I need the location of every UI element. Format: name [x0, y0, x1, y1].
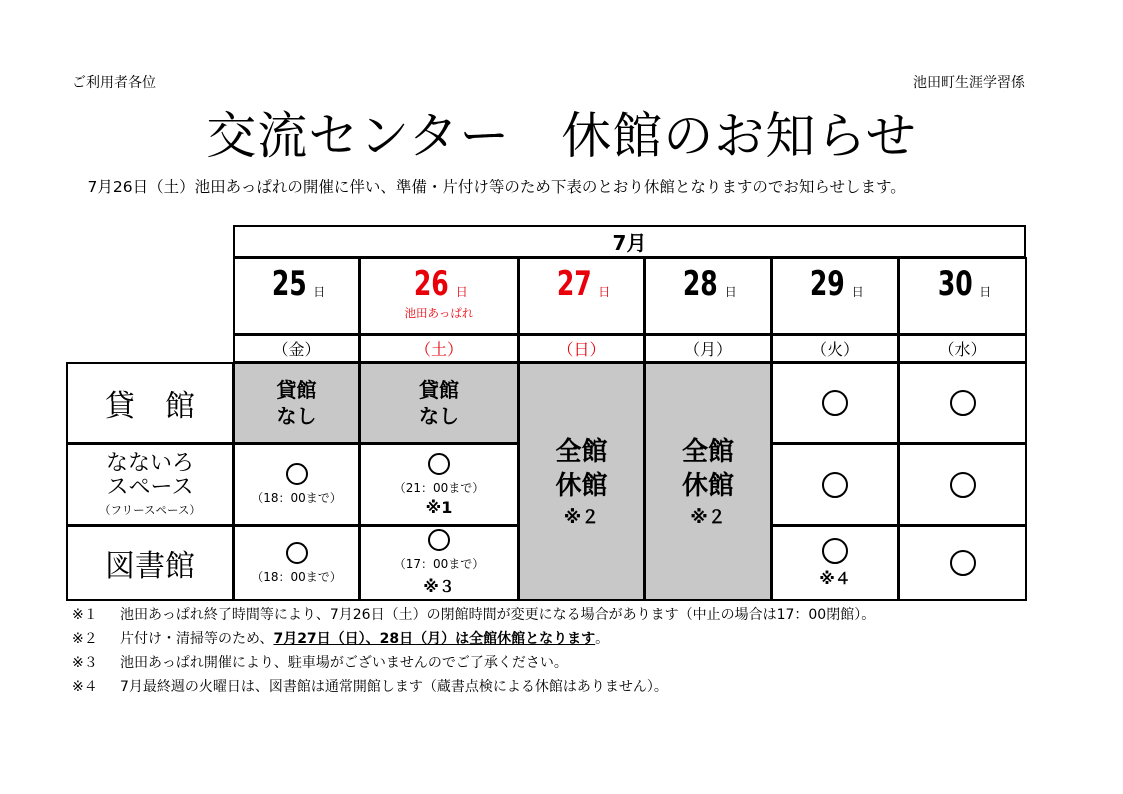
day-cell-25 [233, 257, 360, 335]
day-suffix: 日 [724, 285, 737, 299]
status-text: 休館 [555, 470, 608, 501]
day-cell-27 [518, 257, 645, 335]
footnote-mark: ※１ [72, 607, 98, 623]
day-cell-28 [644, 257, 772, 335]
page-title: 交流センター 休館のお知らせ [206, 107, 917, 165]
day-cell-26 [359, 257, 519, 335]
dow-cell [233, 334, 360, 363]
footnote-text: 池田あっぱれ終了時間等により、7月26日（土）の閉館時間が変更になる場合があります（中止の場合は17：00閉館）。 [120, 607, 876, 623]
kashikan-29-open [771, 362, 899, 444]
day-suffix: 日 [979, 285, 992, 299]
dow-cell [644, 334, 772, 363]
footnote [72, 675, 1072, 699]
footnote-text: 7月最終週の火曜日は、図書館は通常開館します（蔵書点検による休館はありません）。 [120, 679, 668, 695]
row-label-sub: （フリースペース） [99, 502, 201, 517]
day-suffix: 日 [851, 285, 864, 299]
day-number: 28 [683, 264, 718, 304]
library-25-open [233, 525, 360, 601]
open-circle-icon [950, 550, 976, 576]
footnote-text: 池田あっぱれ開催により、駐車場がございませんのでご了承ください。 [120, 655, 568, 671]
dow-cell [518, 334, 645, 363]
all-closed-28 [644, 362, 772, 601]
status-text: 休館 [681, 470, 734, 501]
day-cell-29 [771, 257, 899, 335]
note-mark: ※２ [690, 506, 726, 528]
hours-text: （21：00まで） [393, 480, 485, 495]
library-29-open [771, 525, 899, 601]
status-text: なし [276, 404, 317, 428]
dow-label: （月） [683, 340, 732, 359]
row-label-text: 貸 館 [105, 389, 195, 424]
kashikan-25-closed [233, 362, 360, 444]
day-number: 26 [414, 264, 449, 304]
footnote-emphasis: 7月27日（日）、28日（月）は全館休館となります [273, 631, 596, 647]
dow-cell [771, 334, 899, 363]
footnote [72, 603, 1072, 627]
day-suffix: 日 [598, 285, 611, 299]
footnote [72, 651, 1072, 675]
row-label-nanairo [66, 443, 234, 526]
dow-label: （日） [557, 340, 606, 359]
dow-cell [359, 334, 519, 363]
nanairo-25-open [233, 443, 360, 526]
row-label-kashikan [66, 362, 234, 444]
footnote [72, 627, 1072, 651]
footnote-mark: ※３ [72, 655, 98, 671]
open-circle-icon [286, 542, 308, 564]
open-circle-icon [822, 390, 848, 416]
open-circle-icon [822, 538, 848, 564]
note-mark: ※３ [423, 577, 455, 596]
nanairo-26-open [359, 443, 519, 526]
footnotes [72, 603, 1072, 699]
footnote-mark: ※４ [72, 679, 98, 695]
day-number: 27 [556, 264, 592, 304]
dow-label: （土） [414, 340, 463, 359]
open-circle-icon [950, 390, 976, 416]
day-suffix: 日 [313, 285, 326, 299]
hours-text: （17：00まで） [393, 557, 485, 571]
row-label-text: スペース [106, 474, 194, 500]
month-label: 7月 [612, 231, 647, 255]
footnote-mark: ※２ [72, 631, 98, 647]
day-event-note: 池田あっぱれ [404, 306, 474, 320]
dow-label: （火） [810, 340, 859, 359]
open-circle-icon [428, 453, 450, 475]
status-text: 全館 [681, 436, 734, 467]
day-suffix: 日 [455, 285, 468, 299]
open-circle-icon [950, 472, 976, 498]
status-text: 貸館 [419, 378, 459, 402]
day-cell-30 [898, 257, 1027, 335]
open-circle-icon [822, 472, 848, 498]
note-mark: ※４ [819, 568, 851, 588]
dow-label: （金） [272, 340, 321, 359]
library-30-open [898, 525, 1027, 601]
kashikan-26-closed [359, 362, 519, 444]
all-closed-27 [518, 362, 645, 601]
day-number: 30 [937, 264, 973, 304]
note-mark: ※1 [425, 497, 453, 517]
kashikan-30-open [898, 362, 1027, 444]
dow-cell [898, 334, 1027, 363]
hours-text: （18：00まで） [251, 569, 342, 584]
row-label-library [66, 525, 234, 601]
nanairo-30-open [898, 443, 1027, 526]
closure-table [67, 226, 1027, 602]
intro-text: 7月26日（土）池田あっぱれの開催に伴い、準備・片付け等のため下表のとおり休館となりますのでお知らせします。 [72, 178, 906, 196]
dow-label: （水） [938, 340, 987, 359]
department: 池田町生涯学習係 [913, 75, 1025, 91]
footnote-text: 。 [595, 631, 610, 647]
row-label-text: 図書館 [105, 549, 195, 584]
status-text: 貸館 [276, 378, 317, 402]
note-mark: ※２ [563, 506, 600, 528]
status-text: なし [419, 404, 459, 428]
hours-text: （18：00まで） [251, 491, 342, 505]
addressee: ご利用者各位 [72, 75, 156, 91]
day-number: 29 [810, 264, 845, 304]
nanairo-29-open [771, 443, 899, 526]
open-circle-icon [286, 463, 308, 485]
status-text: 全館 [555, 436, 608, 467]
month-header [233, 225, 1026, 258]
footnote-text: 片付け・清掃等のため、 [120, 631, 274, 647]
day-number: 25 [271, 264, 307, 304]
library-26-open [359, 525, 519, 601]
open-circle-icon [428, 529, 450, 551]
row-label-text: なないろ [105, 450, 194, 476]
